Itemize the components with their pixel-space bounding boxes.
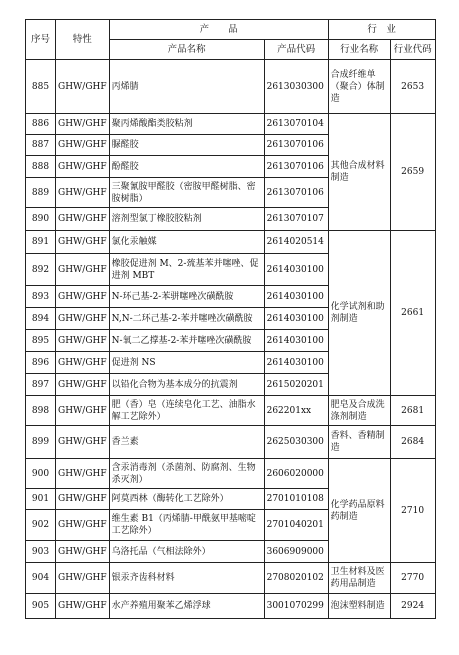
product-name-cell: 聚丙烯酸酯类胶粘剂 [109, 114, 264, 135]
product-code-cell: 2614030100 [264, 330, 328, 352]
seq-cell: 886 [26, 114, 56, 135]
product-name-cell: 乌洛托品（气相法除外） [109, 541, 264, 563]
seq-cell: 900 [26, 459, 56, 489]
property-cell: GHW/GHF [56, 231, 110, 254]
product-name-cell: 脲醛胶 [109, 135, 264, 156]
product-code-cell: 2613070106 [264, 135, 328, 156]
industry-name-cell: 化学药品原料药制造 [328, 459, 390, 563]
product-name-cell: N,N-二环己基-2-苯并噻唑次磺酰胺 [109, 308, 264, 330]
industry-name-cell: 合成纤维单（聚合）体制造 [328, 60, 390, 114]
product-name-cell: 氯化汞触媒 [109, 231, 264, 254]
property-cell: GHW/GHF [56, 594, 110, 619]
seq-cell: 904 [26, 563, 56, 594]
product-name-cell: 促进剂 NS [109, 352, 264, 374]
product-code-cell: 2613070106 [264, 178, 328, 208]
product-code-cell: 2613030300 [264, 60, 328, 114]
seq-cell: 893 [26, 286, 56, 308]
header-industry-name: 行业名称 [328, 40, 390, 60]
product-code-cell: 2613070106 [264, 156, 328, 178]
property-cell: GHW/GHF [56, 563, 110, 594]
property-cell: GHW/GHF [56, 308, 110, 330]
table-row [26, 563, 436, 594]
seq-cell: 896 [26, 352, 56, 374]
product-name-cell: 香兰素 [109, 426, 264, 459]
product-code-cell: 2708020102 [264, 563, 328, 594]
industry-name-cell: 泡沫塑料制造 [328, 594, 390, 619]
product-code-cell: 2625030300 [264, 426, 328, 459]
product-code-cell: 2615020201 [264, 374, 328, 396]
product-name-cell: 银汞齐齿科材料 [109, 563, 264, 594]
product-code-cell: 2613070107 [264, 208, 328, 231]
industry-name-cell: 肥皂及合成洗涤剂制造 [328, 396, 390, 426]
product-name-cell: N-环己基-2-苯骈噻唑次磺酰胺 [109, 286, 264, 308]
industry-name-cell: 香料、香精制造 [328, 426, 390, 459]
industry-code-cell: 2681 [390, 396, 435, 426]
seq-cell: 894 [26, 308, 56, 330]
product-code-cell: 2614030100 [264, 308, 328, 330]
property-cell: GHW/GHF [56, 286, 110, 308]
property-cell: GHW/GHF [56, 541, 110, 563]
seq-cell: 898 [26, 396, 56, 426]
seq-cell: 889 [26, 178, 56, 208]
property-cell: GHW/GHF [56, 114, 110, 135]
product-industry-table [25, 19, 436, 619]
property-cell: GHW/GHF [56, 352, 110, 374]
table-row [26, 426, 436, 459]
product-code-cell: 3606909000 [264, 541, 328, 563]
product-code-cell: 2606020000 [264, 459, 328, 489]
product-name-cell: 以铅化合物为基本成分的抗震剂 [109, 374, 264, 396]
product-name-cell: N-氧二乙撑基-2-苯并噻唑次磺酰胺 [109, 330, 264, 352]
table-row [26, 60, 436, 114]
property-cell: GHW/GHF [56, 254, 110, 286]
seq-cell: 905 [26, 594, 56, 619]
header-product-group: 产 品 [109, 20, 328, 40]
product-code-cell: 2614030100 [264, 286, 328, 308]
property-cell: GHW/GHF [56, 374, 110, 396]
industry-name-cell: 化学试剂和助剂制造 [328, 231, 390, 396]
product-name-cell: 维生素 B1（丙烯腈-甲酰氨甲基嘧啶工艺除外） [109, 510, 264, 541]
property-cell: GHW/GHF [56, 459, 110, 489]
table-row [26, 594, 436, 619]
industry-name-cell: 卫生材料及医药用品制造 [328, 563, 390, 594]
property-cell: GHW/GHF [56, 60, 110, 114]
industry-code-cell: 2924 [390, 594, 435, 619]
industry-code-cell: 2661 [390, 231, 435, 396]
seq-cell: 895 [26, 330, 56, 352]
industry-code-cell: 2684 [390, 426, 435, 459]
industry-code-cell: 2659 [390, 114, 435, 231]
header-industry-group: 行 业 [328, 20, 435, 40]
property-cell: GHW/GHF [56, 489, 110, 510]
table-row [26, 231, 436, 254]
product-code-cell: 2613070104 [264, 114, 328, 135]
product-code-cell: 3001070299 [264, 594, 328, 619]
seq-cell: 903 [26, 541, 56, 563]
product-name-cell: 含汞消毒剂（杀菌剂、防腐剂、生物杀灭剂） [109, 459, 264, 489]
product-code-cell: 2701010108 [264, 489, 328, 510]
document-page [25, 19, 436, 619]
header-product-name: 产品名称 [109, 40, 264, 60]
header-industry-code: 行业代码 [390, 40, 435, 60]
seq-cell: 897 [26, 374, 56, 396]
product-code-cell: 2614020514 [264, 231, 328, 254]
property-cell: GHW/GHF [56, 178, 110, 208]
table-row [26, 396, 436, 426]
product-code-cell: 2614030100 [264, 254, 328, 286]
product-name-cell: 肥（香）皂（连续皂化工艺、油脂水解工艺除外） [109, 396, 264, 426]
seq-cell: 888 [26, 156, 56, 178]
seq-cell: 885 [26, 60, 56, 114]
product-code-cell: 2614030100 [264, 352, 328, 374]
header-product-code: 产品代码 [264, 40, 328, 60]
table-row [26, 114, 436, 135]
product-name-cell: 水产养殖用聚苯乙烯浮球 [109, 594, 264, 619]
product-name-cell: 溶剂型氯丁橡胶胶粘剂 [109, 208, 264, 231]
seq-cell: 891 [26, 231, 56, 254]
industry-name-cell: 其他合成材料制造 [328, 114, 390, 231]
industry-code-cell: 2770 [390, 563, 435, 594]
property-cell: GHW/GHF [56, 330, 110, 352]
property-cell: GHW/GHF [56, 426, 110, 459]
product-name-cell: 阿莫西林（酶转化工艺除外） [109, 489, 264, 510]
product-name-cell: 橡胶促进剂 M、2-巯基苯并噻唑、促进剂 MBT [109, 254, 264, 286]
seq-cell: 902 [26, 510, 56, 541]
table-row [26, 459, 436, 489]
seq-cell: 887 [26, 135, 56, 156]
product-code-cell: 262201xx [264, 396, 328, 426]
header-row-1 [26, 20, 436, 40]
header-seq: 序号 [26, 20, 56, 60]
seq-cell: 892 [26, 254, 56, 286]
product-name-cell: 三聚氰胺甲醛胶（密胺甲醛树脂、密胺树脂） [109, 178, 264, 208]
seq-cell: 890 [26, 208, 56, 231]
property-cell: GHW/GHF [56, 135, 110, 156]
product-code-cell: 2701040201 [264, 510, 328, 541]
product-name-cell: 丙烯腈 [109, 60, 264, 114]
product-name-cell: 酚醛胶 [109, 156, 264, 178]
property-cell: GHW/GHF [56, 510, 110, 541]
seq-cell: 899 [26, 426, 56, 459]
header-property: 特性 [56, 20, 110, 60]
property-cell: GHW/GHF [56, 208, 110, 231]
industry-code-cell: 2653 [390, 60, 435, 114]
property-cell: GHW/GHF [56, 156, 110, 178]
property-cell: GHW/GHF [56, 396, 110, 426]
industry-code-cell: 2710 [390, 459, 435, 563]
seq-cell: 901 [26, 489, 56, 510]
